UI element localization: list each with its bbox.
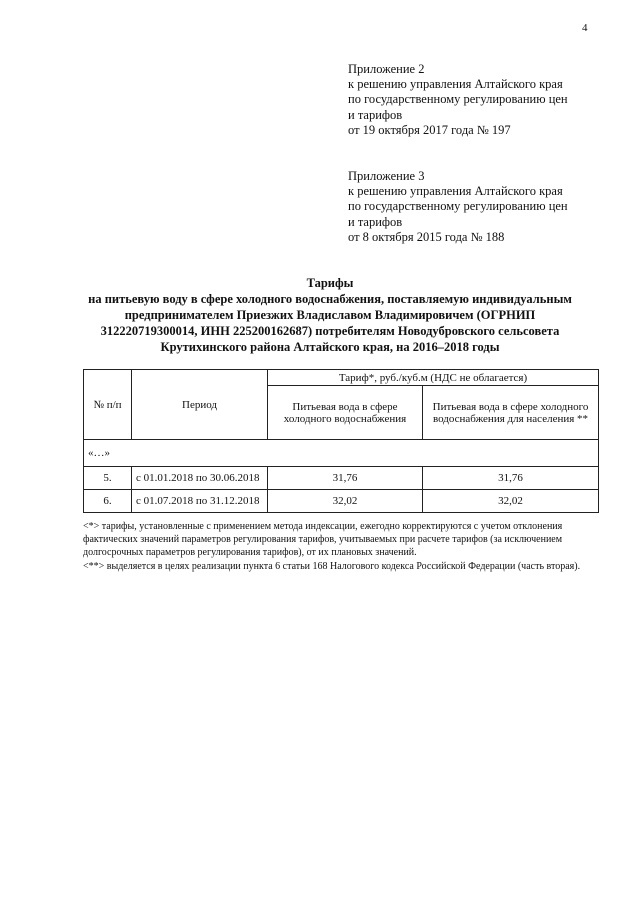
header-tariff-group: Тариф*, руб./куб.м (НДС не облагается) (268, 370, 599, 386)
appendix-3-line: от 8 октября 2015 года № 188 (348, 229, 505, 244)
appendix-3-line: к решению управления Алтайского края (348, 184, 563, 199)
footnotes (83, 520, 598, 573)
title-line: Крутихинского района Алтайского края, на 2016–2018 годы (160, 340, 500, 354)
title-line: 312220719300014, ИНН 225200162687) потребителям Новодубровского сельсовета (100, 324, 560, 338)
appendix-2-line: по государственному регулированию цен (348, 92, 568, 107)
row-num: 6. (84, 490, 132, 513)
appendix-3-header (348, 169, 618, 245)
document-title (60, 275, 600, 355)
tariff-table (83, 369, 599, 513)
table-header-row (84, 370, 599, 386)
header-col-a: Питьевая вода в сфере холодного водоснабжения (268, 386, 423, 440)
row-period: с 01.07.2018 по 31.12.2018 (132, 490, 268, 513)
appendix-2-header (348, 62, 618, 138)
appendix-3-line: и тарифов (348, 214, 403, 229)
title-line: Тарифы (306, 276, 354, 290)
header-period: Период (132, 370, 268, 440)
appendix-2-line: Приложение 2 (348, 62, 425, 76)
header-col-b: Питьевая вода в сфере холодного водоснабжения для населения ** (423, 386, 599, 440)
title-line: на питьевую воду в сфере холодного водоснабжения, поставляемую индивидуальным (88, 292, 572, 306)
appendix-2-line: и тарифов (348, 107, 403, 122)
appendix-2-line: от 19 октября 2017 года № 197 (348, 122, 511, 137)
row-tariff-a: 32,02 (268, 490, 423, 513)
page-number: 4 (582, 22, 588, 34)
table-row-gap (84, 440, 599, 467)
appendix-2-line: к решению управления Алтайского края (348, 77, 563, 92)
row-tariff-a: 31,76 (268, 467, 423, 490)
title-line: предпринимателем Приезжих Владиславом Владимировичем (ОГРНИП (124, 308, 536, 322)
row-tariff-b: 31,76 (423, 467, 599, 490)
appendix-3-line: по государственному регулированию цен (348, 199, 568, 214)
table-row (84, 490, 599, 513)
footnote-2: <**> выделяется в целях реализации пункта 6 статьи 168 Налогового кодекса Российской Федерации (часть вторая). (83, 560, 581, 572)
row-tariff-b: 32,02 (423, 490, 599, 513)
row-num: 5. (84, 467, 132, 490)
table-row (84, 467, 599, 490)
footnote-1: <*> тарифы, установленные с применением метода индексации, ежегодно корректируются с учетом отклонения фактических значений параметров регулирования тарифов, учитываемых при расчете тарифов (за исключением долгосрочных параметров регулирования тарифов), от их плановых значений. (83, 521, 563, 559)
row-period: с 01.01.2018 по 30.06.2018 (132, 467, 268, 490)
appendix-3-line: Приложение 3 (348, 169, 425, 183)
header-num: № п/п (84, 370, 132, 440)
gap-cell: «…» (84, 440, 599, 467)
